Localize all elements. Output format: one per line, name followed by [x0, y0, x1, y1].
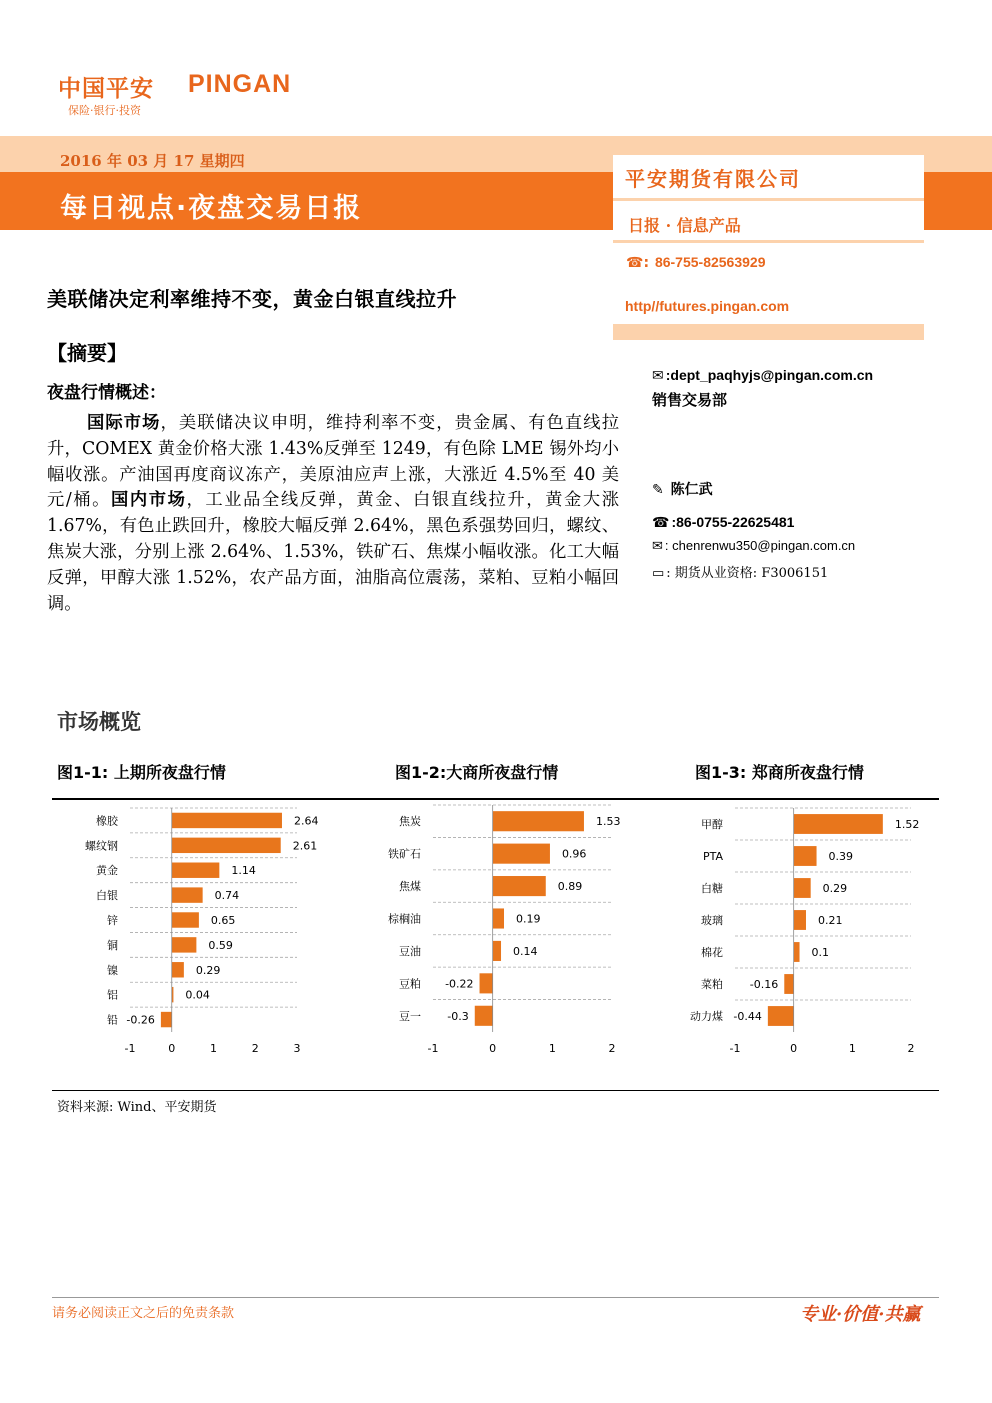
figure-1-2-title: 图1-2:大商所夜盘行情	[395, 763, 559, 782]
tick-label: -1	[729, 1042, 741, 1055]
value-label: 0.74	[214, 889, 240, 903]
bar-螺纹钢	[172, 838, 281, 853]
category-label: 螺纹钢	[85, 839, 118, 853]
tick-label: -1	[124, 1042, 136, 1055]
value-label: 1.14	[231, 864, 256, 878]
value-label: 0.59	[208, 938, 233, 952]
value-label: -0.44	[733, 1010, 762, 1023]
chart-dce	[370, 800, 640, 1070]
bar-动力煤	[768, 1006, 794, 1026]
bar-白糖	[794, 878, 811, 898]
value-label: 0.04	[185, 988, 210, 1002]
panel-divider	[613, 240, 924, 243]
category-label: 黄金	[96, 864, 118, 878]
email-icon: ✉	[652, 539, 663, 554]
analyst-phone: :86-0755-22625481	[671, 514, 795, 530]
category-label: 橡胶	[96, 814, 118, 828]
bar-铁矿石	[493, 844, 550, 864]
tick-label: 1	[848, 1042, 856, 1055]
phone-icon: ☎:	[626, 255, 650, 271]
intl-market-text: ，美联储决议申明，维持利率不变，贵金属、有色直线拉升，COMEX 黄金价格大涨 1.43%反弹至 1249，有色除 LME 锡外均小幅收涨。产油国再度商议冻产，美原油应声上涨，大涨近 4.5%至 40 美元/桶。	[47, 413, 619, 511]
book-icon: ▭	[652, 566, 665, 581]
company-url[interactable]: http//futures.pingan.com	[625, 298, 790, 314]
category-label: 白糖	[701, 882, 723, 895]
tick-label: 0	[168, 1042, 176, 1055]
disclaimer-link[interactable]: 请务必阅读正文之后的免责条款	[52, 1306, 235, 1321]
overview-paragraph	[47, 411, 619, 617]
logo-tagline: 保险·银行·投资	[68, 104, 141, 117]
phone-icon: ☎	[652, 515, 670, 531]
category-label: 玻璃	[701, 914, 723, 927]
category-label: 焦煤	[399, 880, 421, 894]
category-label: 菜粕	[701, 978, 723, 991]
intl-market-label: 国际市场	[87, 413, 161, 433]
logo-text-cn: 中国平安	[58, 76, 154, 102]
category-label: 豆粕	[399, 977, 421, 991]
report-title: 每日视点·夜盘交易日报	[60, 193, 363, 224]
chart-shfe	[60, 800, 330, 1070]
bar-焦煤	[493, 876, 546, 896]
bar-白银	[172, 887, 203, 902]
category-label: 锌	[107, 914, 118, 927]
category-label: 动力煤	[690, 1010, 723, 1023]
value-label: 0.96	[561, 847, 587, 861]
footer-rule	[52, 1297, 939, 1298]
bar-PTA	[794, 846, 817, 866]
category-label: 白银	[96, 889, 118, 903]
figure-1-1-title: 图1-1: 上期所夜盘行情	[57, 763, 226, 782]
abstract-heading: 【摘要】	[47, 341, 127, 365]
dept-name: 销售交易部	[652, 391, 728, 409]
market-overview-heading: 市场概览	[57, 710, 141, 734]
value-label: 0.89	[557, 880, 583, 894]
panel-bottom-band	[613, 324, 924, 340]
domestic-market-text: ，工业品全线反弹，黄金、白银直线拉升，黄金大涨 1.67%，有色止跌回升，橡胶大幅反弹 2.64%，黑色系强势回归，螺纹、焦炭大涨，分别上涨 2.64%、1.53%，铁矿石、焦煤小幅收涨。化工大幅反弹，甲醇大涨 1.52%，农产品方面，油脂高位震荡，菜粕、豆粕小幅回调。	[47, 490, 619, 614]
pen-icon: ✎	[652, 482, 664, 498]
chart-czce	[670, 800, 940, 1070]
company-name: 平安期货有限公司	[625, 167, 801, 191]
tick-label: 2	[251, 1042, 259, 1055]
category-label: 铁矿石	[388, 847, 421, 861]
headline: 美联储决定利率维持不变，黄金白银直线拉升	[47, 287, 457, 311]
bar-菜粕	[784, 974, 793, 994]
value-label: -0.22	[445, 977, 474, 991]
tick-label: 1	[548, 1042, 556, 1055]
overview-label: 夜盘行情概述：	[47, 383, 166, 403]
analyst-phone-row	[652, 514, 794, 531]
bar-玻璃	[794, 910, 806, 930]
value-label: 1.53	[595, 815, 621, 829]
value-label: -0.16	[749, 978, 779, 991]
bar-黄金	[172, 863, 220, 878]
slogan: 专业·价值·共赢	[800, 1304, 921, 1325]
email-icon: ✉	[652, 368, 664, 384]
category-label: 铜	[107, 938, 118, 952]
analyst-email-row	[652, 538, 855, 554]
tick-label: 3	[293, 1042, 301, 1055]
bar-棉花	[794, 942, 800, 962]
category-label: 棉花	[701, 946, 723, 959]
category-label: 铅	[107, 1013, 118, 1027]
bar-铜	[172, 937, 197, 952]
analyst-license: : 期货从业资格: F3006151	[666, 566, 829, 581]
bar-铅	[161, 1012, 172, 1027]
data-source: 资料来源: Wind、平安期货	[57, 1100, 217, 1115]
dept-email-text[interactable]: :dept_paqhyjs@pingan.com.cn	[665, 367, 874, 383]
analyst-license-row	[652, 562, 828, 581]
category-label: 焦炭	[399, 815, 421, 829]
value-label: 0.29	[195, 963, 221, 977]
tick-label: -1	[427, 1042, 439, 1055]
bar-甲醇	[794, 814, 883, 834]
domestic-market-label: 国内市场	[111, 490, 187, 511]
value-label: -0.3	[447, 1009, 469, 1023]
category-label: 棕榈油	[388, 912, 421, 926]
bar-焦炭	[493, 811, 584, 831]
value-label: 2.61	[292, 839, 318, 853]
dept-email	[652, 367, 873, 384]
logo-text-en: PINGAN	[188, 70, 292, 98]
company-phone	[626, 254, 765, 271]
bar-镍	[172, 962, 184, 977]
category-label: 铝	[107, 988, 118, 1002]
value-label: 0.29	[822, 882, 848, 895]
panel-divider	[613, 198, 924, 201]
company-phone-number: 86-755-82563929	[654, 254, 766, 270]
figure-1-3-title: 图1-3: 郑商所夜盘行情	[695, 763, 864, 782]
bar-棕榈油	[493, 908, 504, 928]
value-label: 0.65	[210, 914, 236, 927]
value-label: 2.64	[293, 814, 319, 828]
value-label: 0.14	[513, 944, 538, 958]
tick-label: 2	[608, 1042, 616, 1055]
category-label: 镍	[107, 963, 118, 977]
tick-label: 0	[790, 1042, 798, 1055]
analyst-name-row	[652, 479, 713, 499]
category-label: 豆一	[399, 1009, 421, 1023]
bar-锌	[172, 912, 199, 927]
value-label: 1.52	[894, 818, 920, 831]
report-date: 2016 年 03 月 17 星期四	[60, 152, 245, 170]
value-label: 0.39	[828, 850, 854, 863]
category-label: 甲醇	[701, 818, 723, 831]
value-label: 0.1	[811, 946, 830, 959]
category-label: 豆油	[399, 944, 421, 958]
bar-橡胶	[172, 813, 282, 828]
bar-豆油	[493, 941, 501, 961]
tick-label: 0	[489, 1042, 497, 1055]
bar-豆粕	[480, 973, 493, 993]
analyst-email[interactable]: : chenrenwu350@pingan.com.cn	[664, 538, 856, 553]
analyst-name: 陈仁武	[670, 482, 713, 498]
value-label: -0.26	[126, 1013, 155, 1027]
figure-bottom-rule	[52, 1090, 939, 1091]
value-label: 0.19	[516, 912, 541, 926]
bar-豆一	[475, 1006, 493, 1026]
tick-label: 1	[210, 1042, 217, 1055]
tick-label: 2	[907, 1042, 915, 1055]
value-label: 0.21	[817, 914, 843, 927]
category-label: PTA	[702, 850, 723, 863]
product-type: 日报 · 信息产品	[628, 216, 741, 235]
